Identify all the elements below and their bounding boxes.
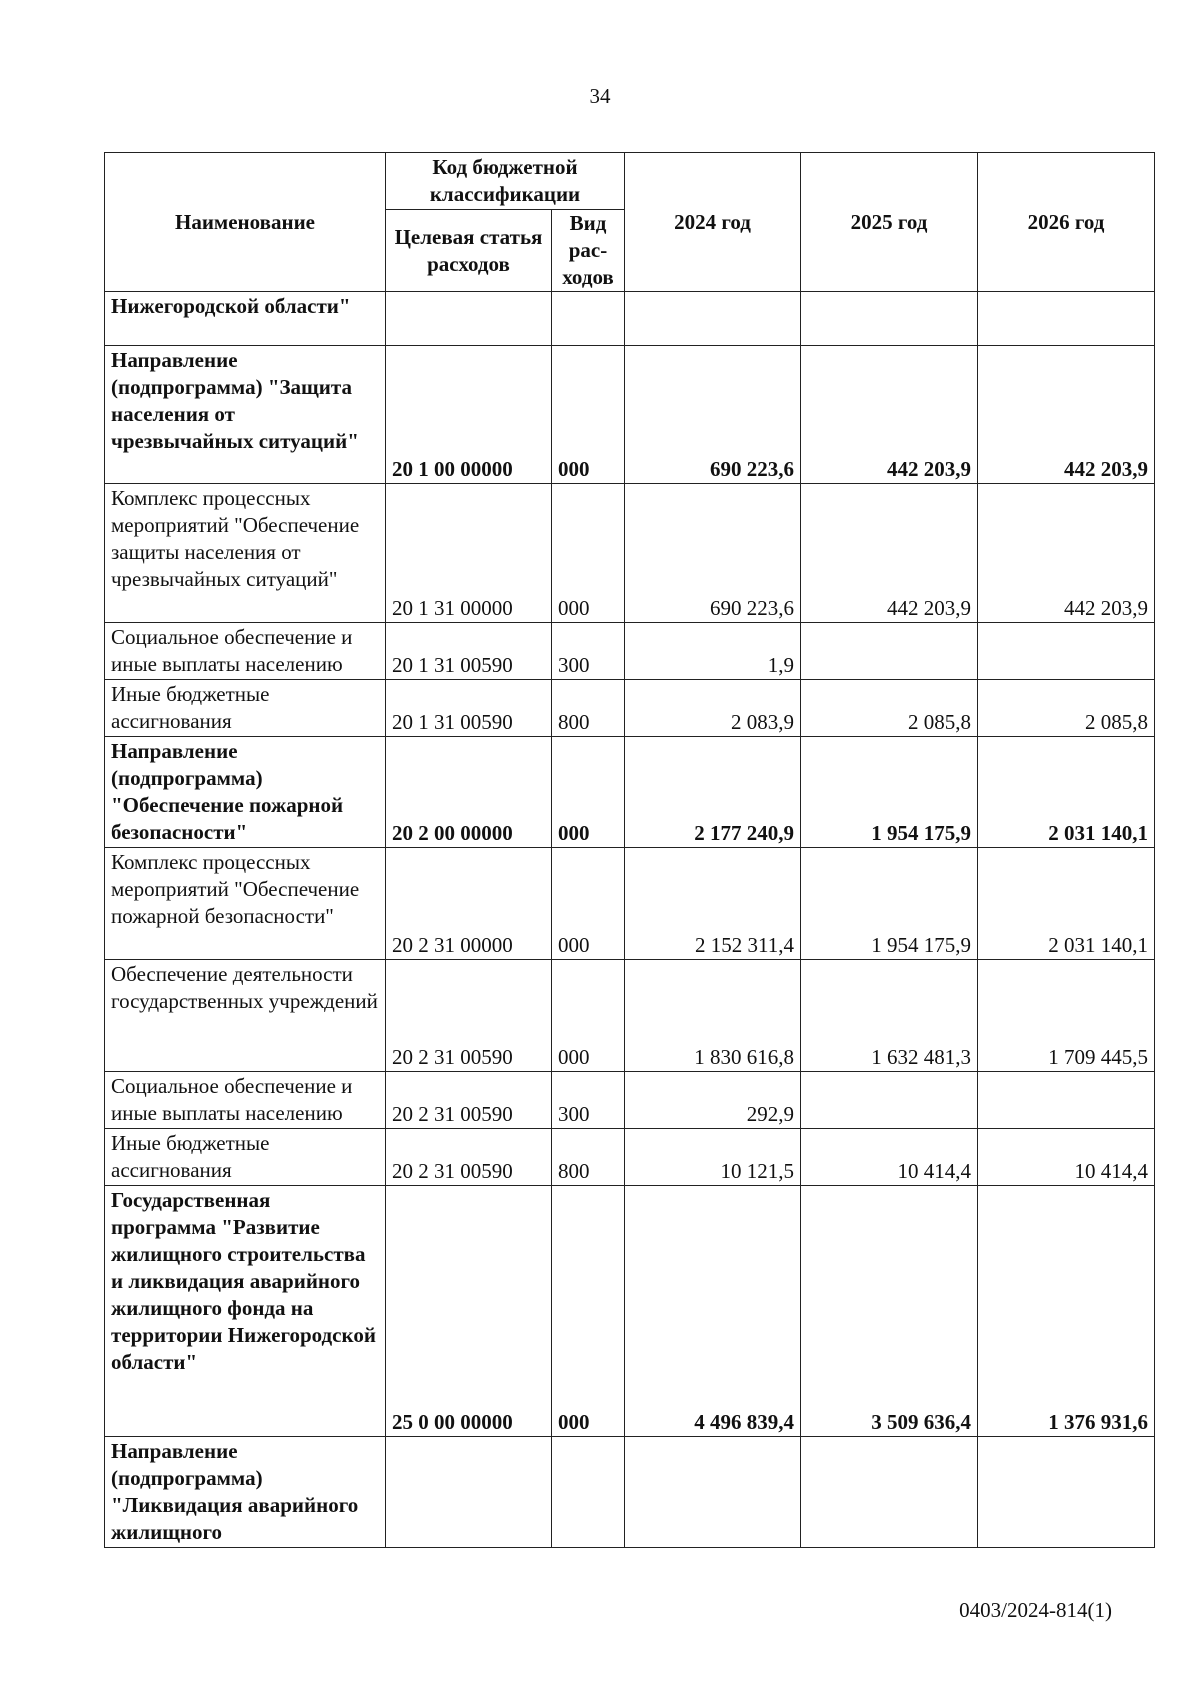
row-value-2026: 442 203,9 [978, 484, 1155, 623]
row-value-2025: 1 954 175,9 [801, 737, 978, 848]
row-value-2025: 442 203,9 [801, 346, 978, 484]
row-value-2025: 2 085,8 [801, 680, 978, 737]
row-target-article: 20 1 00 00000 [386, 346, 552, 484]
row-value-2024: 2 177 240,9 [625, 737, 801, 848]
table-row [105, 1437, 1155, 1548]
row-expense-type: 000 [552, 960, 625, 1072]
row-value-2026 [978, 1437, 1155, 1548]
row-value-2025: 10 414,4 [801, 1129, 978, 1186]
row-name: Нижегородской области" [105, 292, 386, 346]
row-name: Социальное обеспечение и иные выплаты населению [105, 1072, 386, 1129]
row-name: Направление (подпрограмма) "Защита населения от чрезвычайных ситуаций" [105, 346, 386, 484]
row-expense-type: 000 [552, 346, 625, 484]
row-target-article: 20 2 31 00590 [386, 960, 552, 1072]
row-value-2024: 2 083,9 [625, 680, 801, 737]
row-target-article [386, 292, 552, 346]
row-value-2026: 2 085,8 [978, 680, 1155, 737]
header-target-article: Целевая статья расходов [386, 210, 552, 292]
page-number: 34 [589, 84, 611, 108]
row-target-article [386, 1437, 552, 1548]
row-value-2026: 2 031 140,1 [978, 737, 1155, 848]
row-name: Комплекс процессных мероприятий "Обеспечение пожарной безопасности" [105, 848, 386, 960]
row-name: Направление (подпрограмма) "Обеспечение пожарной безопасности" [105, 737, 386, 848]
table-row [105, 484, 1155, 623]
row-value-2024: 4 496 839,4 [625, 1186, 801, 1437]
header-budget-code: Код бюджетной классификации [386, 153, 625, 210]
row-expense-type: 300 [552, 1072, 625, 1129]
table-row [105, 623, 1155, 680]
row-value-2026 [978, 292, 1155, 346]
row-value-2024: 690 223,6 [625, 346, 801, 484]
header-year-2024: 2024 год [625, 153, 801, 292]
row-value-2025 [801, 292, 978, 346]
row-value-2025: 1 632 481,3 [801, 960, 978, 1072]
row-name: Государственная программа "Развитие жилищного строительства и ликвидация аварийного жилищного фонда на территории Нижегородской области" [105, 1186, 386, 1437]
row-expense-type: 000 [552, 737, 625, 848]
table-row [105, 1186, 1155, 1437]
row-name: Обеспечение деятельности государственных учреждений [105, 960, 386, 1072]
row-name: Иные бюджетные ассигнования [105, 1129, 386, 1186]
row-name: Направление (подпрограмма) "Ликвидация аварийного жилищного [105, 1437, 386, 1548]
row-value-2026: 10 414,4 [978, 1129, 1155, 1186]
row-target-article: 25 0 00 00000 [386, 1186, 552, 1437]
table-row [105, 680, 1155, 737]
row-value-2026: 442 203,9 [978, 346, 1155, 484]
row-value-2024: 1 830 616,8 [625, 960, 801, 1072]
row-target-article: 20 2 00 00000 [386, 737, 552, 848]
row-expense-type: 800 [552, 1129, 625, 1186]
row-value-2025: 3 509 636,4 [801, 1186, 978, 1437]
table-row [105, 737, 1155, 848]
row-value-2025: 1 954 175,9 [801, 848, 978, 960]
row-expense-type: 000 [552, 848, 625, 960]
table-row [105, 1072, 1155, 1129]
row-expense-type [552, 1437, 625, 1548]
row-value-2026 [978, 1072, 1155, 1129]
header-expense-type: Вид рас-ходов [552, 210, 625, 292]
table-row [105, 346, 1155, 484]
row-expense-type [552, 292, 625, 346]
table-row [105, 292, 1155, 346]
header-year-2025: 2025 год [801, 153, 978, 292]
row-value-2025 [801, 623, 978, 680]
row-value-2024: 10 121,5 [625, 1129, 801, 1186]
row-value-2024: 1,9 [625, 623, 801, 680]
row-target-article: 20 2 31 00590 [386, 1072, 552, 1129]
table-row [105, 960, 1155, 1072]
row-target-article: 20 2 31 00000 [386, 848, 552, 960]
row-value-2025 [801, 1072, 978, 1129]
row-target-article: 20 1 31 00590 [386, 680, 552, 737]
row-expense-type: 800 [552, 680, 625, 737]
row-name: Иные бюджетные ассигнования [105, 680, 386, 737]
row-value-2026: 2 031 140,1 [978, 848, 1155, 960]
row-value-2024 [625, 292, 801, 346]
row-value-2026 [978, 623, 1155, 680]
table-row [105, 1129, 1155, 1186]
row-value-2026: 1 376 931,6 [978, 1186, 1155, 1437]
row-value-2024: 292,9 [625, 1072, 801, 1129]
row-value-2024: 690 223,6 [625, 484, 801, 623]
row-value-2026: 1 709 445,5 [978, 960, 1155, 1072]
row-target-article: 20 1 31 00590 [386, 623, 552, 680]
row-expense-type: 300 [552, 623, 625, 680]
row-expense-type: 000 [552, 484, 625, 623]
row-value-2024: 2 152 311,4 [625, 848, 801, 960]
header-year-2026: 2026 год [978, 153, 1155, 292]
row-value-2025 [801, 1437, 978, 1548]
row-target-article: 20 2 31 00590 [386, 1129, 552, 1186]
row-name: Социальное обеспечение и иные выплаты населению [105, 623, 386, 680]
row-expense-type: 000 [552, 1186, 625, 1437]
table-row [105, 848, 1155, 960]
budget-table [104, 152, 1155, 1548]
header-name: Наименование [105, 153, 386, 292]
row-target-article: 20 1 31 00000 [386, 484, 552, 623]
row-name: Комплекс процессных мероприятий "Обеспечение защиты населения от чрезвычайных ситуаций" [105, 484, 386, 623]
row-value-2024 [625, 1437, 801, 1548]
row-value-2025: 442 203,9 [801, 484, 978, 623]
document-code: 0403/2024-814(1) [959, 1598, 1112, 1622]
